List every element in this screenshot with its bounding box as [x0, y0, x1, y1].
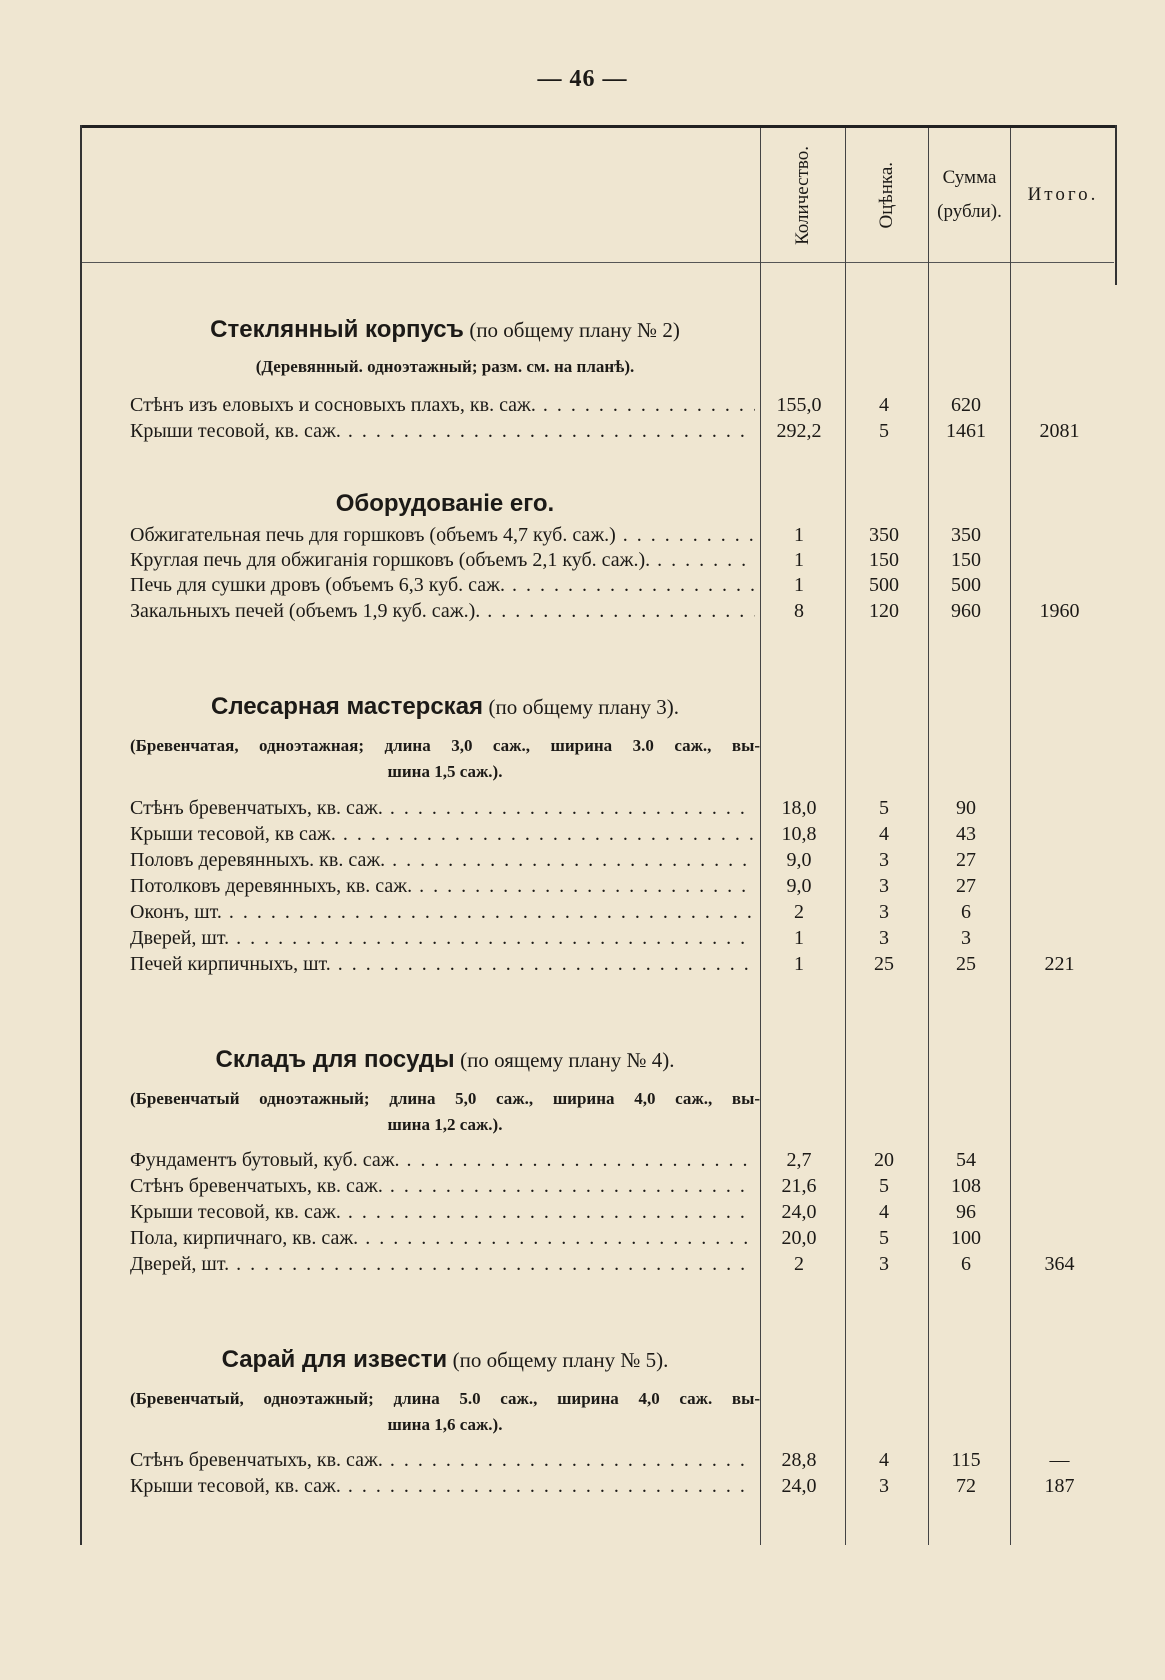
row-sum: 96 [956, 1201, 976, 1223]
table-frame-left [80, 125, 82, 1545]
row-rate: 4 [879, 394, 889, 416]
section-subtitle [130, 733, 760, 785]
row-total: 221 [1044, 953, 1075, 975]
row-label: Стѣнъ бревенчатыхъ, кв. саж. . . . [130, 797, 755, 820]
section-subtitle-line: (Бревенчатая, одноэтажная; длина 3,0 саж., ширина 3.0 саж., вы- [130, 736, 760, 755]
section-title-name: Слесарная мастерская [210, 693, 484, 720]
table-row [130, 901, 1110, 927]
table-row [130, 600, 1110, 626]
row-quantity: 20,0 [781, 1227, 817, 1249]
header-rate: Оцѣнка. [876, 161, 897, 229]
row-sum: 150 [951, 549, 981, 571]
section-subtitle-line: шина 1,6 саж.). [387, 1415, 503, 1434]
row-rate: 4 [879, 1449, 889, 1471]
row-sum: 27 [956, 875, 976, 897]
row-quantity: 24,0 [781, 1475, 817, 1497]
row-total: 2081 [1039, 420, 1080, 442]
row-rate: 500 [869, 574, 899, 596]
row-rate: 25 [874, 953, 894, 975]
row-rate: 150 [869, 549, 899, 571]
section-subtitle [130, 1086, 760, 1138]
row-label: Печь для сушки дровъ (объемъ 6,3 куб. саж. . . . [130, 574, 755, 597]
table-row [130, 849, 1110, 875]
row-sum: 108 [951, 1175, 981, 1197]
row-rate: 120 [869, 600, 899, 622]
row-quantity: 9,0 [786, 849, 812, 871]
row-label: Закальныхъ печей (объемъ 1,9 куб. саж.). . . . [130, 600, 755, 623]
table-row [130, 549, 1110, 575]
row-quantity: 21,6 [781, 1175, 817, 1197]
row-rate: 3 [879, 1475, 889, 1497]
row-quantity: 1 [794, 574, 804, 596]
header-divider [82, 262, 1114, 263]
row-sum: 27 [956, 849, 976, 871]
row-quantity: 2,7 [786, 1149, 812, 1171]
table-row [130, 420, 1110, 446]
table-row [130, 953, 1110, 979]
row-sum: 43 [956, 823, 976, 845]
row-quantity: 155,0 [776, 394, 822, 416]
section-title [130, 316, 760, 344]
section-title-plan: (по общему плану № 5). [452, 1348, 669, 1372]
row-label: Обжигательная печь для горшковъ (объемъ 4,7 куб. саж.) . . . [130, 524, 755, 547]
row-label: Крыши тесовой, кв. саж. . . . [130, 1475, 755, 1498]
row-quantity: 1 [794, 953, 804, 975]
section-title-plan: (по общему плану № 2) [469, 318, 680, 342]
section-title [130, 1046, 760, 1074]
table-row [130, 394, 1110, 420]
row-quantity: 24,0 [781, 1201, 817, 1223]
row-label: Печей кирпичныхъ, шт. . . . [130, 953, 755, 976]
row-total: 1960 [1039, 600, 1080, 622]
row-quantity: 18,0 [781, 797, 817, 819]
row-rate: 4 [879, 823, 889, 845]
header-qty: Количество. [792, 145, 813, 245]
row-rate: 3 [879, 875, 889, 897]
section-title [130, 1346, 760, 1374]
table-row [130, 1253, 1110, 1279]
row-rate: 5 [879, 420, 889, 442]
table-row [130, 823, 1110, 849]
table-row [130, 875, 1110, 901]
section-title-name: Оборудованіе его. [335, 490, 555, 517]
row-label: Дверей, шт. . . . [130, 1253, 755, 1276]
row-rate: 5 [879, 1175, 889, 1197]
table-row [130, 1149, 1110, 1175]
row-quantity: 1 [794, 927, 804, 949]
row-rate: 3 [879, 901, 889, 923]
header-total: Итого. [1027, 184, 1099, 205]
row-sum: 6 [961, 1253, 971, 1275]
row-rate: 5 [879, 1227, 889, 1249]
section-subtitle [130, 354, 760, 380]
row-total: — [1049, 1449, 1070, 1471]
table-row [130, 574, 1110, 600]
row-label: Половъ деревянныхъ. кв. саж. . . . [130, 849, 755, 872]
row-quantity: 8 [794, 600, 804, 622]
section-title-name: Складъ для посуды [215, 1046, 455, 1073]
row-quantity: 2 [794, 901, 804, 923]
section-title-plan: (по общему плану 3). [488, 695, 680, 719]
table-row [130, 1475, 1110, 1501]
row-rate: 3 [879, 849, 889, 871]
row-label: Потолковъ деревянныхъ, кв. саж. . . . [130, 875, 755, 898]
row-rate: 4 [879, 1201, 889, 1223]
section-subtitle-line: (Бревенчатый одноэтажный; длина 5,0 саж., ширина 4,0 саж., вы- [130, 1089, 760, 1108]
row-label: Круглая печь для обжиганія горшковъ (объемъ 2,1 куб. саж.). . . . [130, 549, 755, 572]
section-title-name: Стеклянный корпусъ [210, 316, 464, 343]
table-row [130, 524, 1110, 550]
section-subtitle-line: шина 1,5 саж.). [387, 762, 503, 781]
section-subtitle-line: (Деревянный. одноэтажный; разм. см. на планѣ). [255, 357, 635, 376]
table-row [130, 1201, 1110, 1227]
section-subtitle [130, 1386, 760, 1438]
row-rate: 20 [874, 1149, 894, 1171]
row-label: Дверей, шт. . . . [130, 927, 755, 950]
row-sum: 72 [956, 1475, 976, 1497]
row-label: Крыши тесовой, кв. саж. . . . [130, 420, 755, 443]
row-quantity: 1 [794, 524, 804, 546]
row-rate: 3 [879, 927, 889, 949]
table-row [130, 797, 1110, 823]
table-row [130, 1175, 1110, 1201]
table-frame-top [80, 125, 1116, 128]
row-total: 187 [1044, 1475, 1075, 1497]
row-label: Пола, кирпичнаго, кв. саж. . . . [130, 1227, 755, 1250]
page-number: — 46 — [537, 66, 628, 92]
table-row [130, 1449, 1110, 1475]
row-quantity: 2 [794, 1253, 804, 1275]
row-quantity: 1 [794, 549, 804, 571]
row-label: Фундаментъ бутовый, куб. саж. . . . [130, 1149, 755, 1172]
row-sum: 115 [951, 1449, 981, 1471]
row-sum: 350 [951, 524, 981, 546]
row-sum: 500 [951, 574, 981, 596]
row-sum: 100 [951, 1227, 981, 1249]
row-sum: 960 [951, 600, 981, 622]
section-subtitle-line: (Бревенчатый, одноэтажный; длина 5.0 саж., ширина 4,0 саж. вы- [130, 1389, 760, 1408]
row-sum: 3 [961, 927, 971, 949]
table-row [130, 1227, 1110, 1253]
header-sum: Сумма (рубли). [937, 167, 1002, 222]
row-quantity: 28,8 [781, 1449, 817, 1471]
section-title-plan: (по оящему плану № 4). [460, 1048, 675, 1072]
section-subtitle-line: шина 1,2 саж.). [387, 1115, 503, 1134]
row-label: Крыши тесовой, кв саж. . . . [130, 823, 755, 846]
row-label: Стѣнъ бревенчатыхъ, кв. саж. . . . [130, 1175, 755, 1198]
section-title-name: Сарай для извести [221, 1346, 448, 1373]
row-rate: 5 [879, 797, 889, 819]
row-label: Стѣнъ изъ еловыхъ и сосновыхъ плахъ, кв. саж. . . . [130, 394, 755, 417]
row-label: Крыши тесовой, кв. саж. . . . [130, 1201, 755, 1224]
row-sum: 620 [951, 394, 981, 416]
row-sum: 25 [956, 953, 976, 975]
section-title [130, 693, 760, 721]
row-sum: 1461 [946, 420, 986, 442]
row-quantity: 9,0 [786, 875, 812, 897]
row-sum: 90 [956, 797, 976, 819]
row-total: 364 [1044, 1253, 1075, 1275]
row-rate: 350 [869, 524, 899, 546]
table-row [130, 927, 1110, 953]
row-sum: 6 [961, 901, 971, 923]
row-rate: 3 [879, 1253, 889, 1275]
row-quantity: 10,8 [781, 823, 817, 845]
row-sum: 54 [956, 1149, 976, 1171]
row-label: Стѣнъ бревенчатыхъ, кв. саж. . . . [130, 1449, 755, 1472]
section-title [130, 490, 760, 518]
table-frame-right [1115, 125, 1117, 285]
row-label: Оконъ, шт. . . . [130, 901, 755, 924]
row-quantity: 292,2 [776, 420, 822, 442]
